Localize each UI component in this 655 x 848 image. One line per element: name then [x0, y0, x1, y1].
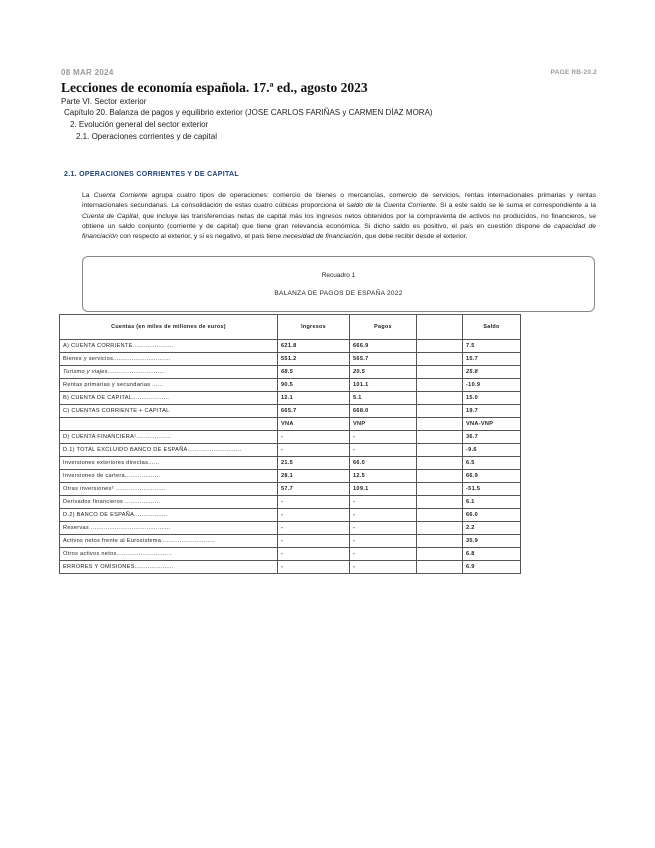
- column-header-ingresos: Ingresos: [278, 315, 350, 340]
- cell-extra: [417, 535, 463, 548]
- paragraph-emphasis: capacidad de financiación: [82, 222, 597, 241]
- cell-ingresos: -: [278, 548, 350, 561]
- paragraph-text: , que debe recibir desde el exterior.: [361, 233, 468, 241]
- cell-pagos: -: [350, 535, 417, 548]
- cell-saldo: 6.5: [463, 457, 521, 470]
- table-row: [60, 392, 521, 405]
- cell-extra: [417, 379, 463, 392]
- cell-saldo: 7.5: [463, 340, 521, 353]
- cell-ingresos: -: [278, 522, 350, 535]
- cell-pagos: -: [350, 431, 417, 444]
- cell-saldo: 15.7: [463, 353, 521, 366]
- table-row: [60, 431, 521, 444]
- document-title: Lecciones de economía española. 17.ª ed., agosto 2023: [61, 80, 368, 95]
- cell-ingresos: -: [278, 509, 350, 522]
- breadcrumb-subsection[interactable]: 2.1. Operaciones corrientes y de capital: [76, 132, 217, 141]
- cell-saldo: 6.1: [463, 496, 521, 509]
- cell-ingresos: -: [278, 535, 350, 548]
- row-label: Activos netos frente al Eurosistema.............................: [60, 535, 278, 548]
- cell-saldo: 2.2: [463, 522, 521, 535]
- cell-extra: [417, 483, 463, 496]
- row-label: Reservas ...........................................: [60, 522, 278, 535]
- cell-ingresos: -: [278, 561, 350, 574]
- cell-pagos: -: [350, 509, 417, 522]
- table-row: [60, 457, 521, 470]
- cell-ingresos: 57.7: [278, 483, 350, 496]
- recuadro-title: Recuadro 1: [321, 272, 356, 279]
- cell-pagos: -: [350, 496, 417, 509]
- cell-saldo: 6.8: [463, 548, 521, 561]
- row-label: ERRORES Y OMISIONES.....................: [60, 561, 278, 574]
- row-label: Bienes y servicios...............................: [60, 353, 278, 366]
- table-row: [60, 561, 521, 574]
- row-label: Inversiones exteriores directas......: [60, 457, 278, 470]
- table-header-row: [60, 315, 521, 340]
- paragraph-text: agrupa cuatro tipos de operaciones: comercio de bienes o mercancías, comercio de servicios, rentas internacionales primarias y rentas internacionales secundarias. La consolidación de estas cuatro cúbicas proporciona el: [82, 192, 597, 210]
- cell-pagos: -: [350, 548, 417, 561]
- cell-pagos: 565.7: [350, 353, 417, 366]
- row-label: Turismo y viajes...............................: [60, 366, 278, 379]
- table-row: [60, 405, 521, 418]
- paragraph-text: , que incluye las transferencias netas de capital más los ingresos netos obtenidos por la compraventa de activos no producidos, no financieros, se obtiene un saldo conjunto (corriente y de capital) que tiene gran relevancia económica. Si dicho saldo es positivo, el país en cuestión dispone de: [82, 212, 596, 230]
- cell-pagos: -: [350, 561, 417, 574]
- cell-extra: [417, 457, 463, 470]
- balance-table: [59, 314, 521, 574]
- cell-ingresos: 21.5: [278, 457, 350, 470]
- cell-extra: [417, 444, 463, 457]
- cell-pagos: 109.1: [350, 483, 417, 496]
- row-label: C) CUENTAS CORRIENTE + CAPITAL: [60, 405, 278, 418]
- table-row: [60, 444, 521, 457]
- cell-extra: [417, 470, 463, 483]
- row-label: A) CUENTA CORRIENTE......................: [60, 340, 278, 353]
- row-label: D.2) BANCO DE ESPAÑA..................: [60, 509, 278, 522]
- column-header-saldo: Saldo: [463, 315, 521, 340]
- recuadro-box: [82, 256, 595, 312]
- row-label: Inversiones de cartera...................: [60, 470, 278, 483]
- table-row: [60, 470, 521, 483]
- breadcrumb-part[interactable]: Parte VI. Sector exterior: [61, 97, 147, 106]
- cell-saldo: -51.5: [463, 483, 521, 496]
- row-label: D.1) TOTAL EXCLUIDO BANCO DE ESPAÑA.............................: [60, 444, 278, 457]
- cell-saldo: 35.9: [463, 535, 521, 548]
- paragraph-text: . Si a este saldo se le suma el correspondiente a la: [435, 202, 596, 210]
- cell-ingresos: 621.8: [278, 340, 350, 353]
- paragraph-text: La: [82, 192, 94, 199]
- table-row: [60, 535, 521, 548]
- cell-saldo: VNA-VNP: [463, 418, 521, 431]
- cell-ingresos: 551.2: [278, 353, 350, 366]
- row-label: [60, 418, 278, 431]
- cell-saldo: 25.8: [463, 366, 521, 379]
- column-header-pagos: Pagos: [350, 315, 417, 340]
- paragraph-emphasis: saldo de la Cuenta Corriente: [346, 202, 436, 210]
- cell-extra: [417, 353, 463, 366]
- table-row: [60, 418, 521, 431]
- cell-ingresos: -: [278, 431, 350, 444]
- paragraph-emphasis: Cuenta de Capital: [82, 212, 139, 220]
- row-label: Otros activos netos..............................: [60, 548, 278, 561]
- paragraph-emphasis: Cuenta Corriente: [93, 192, 148, 199]
- cell-extra: [417, 366, 463, 379]
- table-row: [60, 548, 521, 561]
- cell-saldo: -10.9: [463, 379, 521, 392]
- cell-pagos: 5.1: [350, 392, 417, 405]
- cell-saldo: 15.0: [463, 392, 521, 405]
- cell-pagos: VNP: [350, 418, 417, 431]
- cell-pagos: -: [350, 522, 417, 535]
- cell-pagos: 66.0: [350, 457, 417, 470]
- table-row: [60, 496, 521, 509]
- cell-extra: [417, 340, 463, 353]
- cell-ingresos: 28.1: [278, 470, 350, 483]
- body-paragraph: [82, 191, 596, 242]
- row-label: B) CUENTA DE CAPITAL....................: [60, 392, 278, 405]
- cell-ingresos: 12.1: [278, 392, 350, 405]
- cell-ingresos: 665.7: [278, 405, 350, 418]
- column-header-cuentas: Cuentas (en miles de millones de euros): [60, 315, 278, 340]
- cell-ingresos: 90.5: [278, 379, 350, 392]
- cell-ingresos: 68.5: [278, 366, 350, 379]
- cell-saldo: 36.7: [463, 431, 521, 444]
- table-row: [60, 509, 521, 522]
- table-row: [60, 483, 521, 496]
- cell-extra: [417, 392, 463, 405]
- cell-extra: [417, 405, 463, 418]
- paragraph-emphasis: necesidad de financiación: [283, 233, 362, 241]
- cell-ingresos: VNA: [278, 418, 350, 431]
- cell-ingresos: -: [278, 444, 350, 457]
- cell-saldo: 6.9: [463, 561, 521, 574]
- table-row: [60, 379, 521, 392]
- breadcrumb-section[interactable]: 2. Evolución general del sector exterior: [70, 120, 209, 129]
- table-row: [60, 522, 521, 535]
- table-row: [60, 340, 521, 353]
- cell-extra: [417, 418, 463, 431]
- cell-pagos: 12.5: [350, 470, 417, 483]
- breadcrumb-chapter[interactable]: Capítulo 20. Balanza de pagos y equilibrio exterior (JOSE CARLOS FARIÑAS y CARMEN DÍAZ MORA): [64, 108, 433, 117]
- table-row: [60, 353, 521, 366]
- cell-extra: [417, 561, 463, 574]
- cell-pagos: 668.0: [350, 405, 417, 418]
- cell-pagos: 666.9: [350, 340, 417, 353]
- recuadro-subtitle: BALANZA DE PAGOS DE ESPAÑA 2022: [274, 290, 403, 297]
- row-label: Rentas primarias y secundarias ......: [60, 379, 278, 392]
- section-heading: 2.1. OPERACIONES CORRIENTES Y DE CAPITAL: [64, 171, 239, 178]
- cell-saldo: -9.6: [463, 444, 521, 457]
- paragraph-text: con respecto al exterior, y si es negativo, el país tiene: [117, 233, 284, 241]
- column-header-blank: [417, 315, 463, 340]
- header-page-id: PAGE RB-20.2: [550, 69, 597, 76]
- header-date: 08 MAR 2024: [61, 68, 114, 77]
- row-label: Derivados financieros ...................: [60, 496, 278, 509]
- row-label: D) CUENTA FINANCIERA¹...................: [60, 431, 278, 444]
- cell-extra: [417, 509, 463, 522]
- cell-extra: [417, 496, 463, 509]
- cell-ingresos: -: [278, 496, 350, 509]
- cell-saldo: 19.7: [463, 405, 521, 418]
- cell-pagos: 101.1: [350, 379, 417, 392]
- cell-extra: [417, 431, 463, 444]
- cell-saldo: 66.9: [463, 470, 521, 483]
- cell-extra: [417, 548, 463, 561]
- row-label: Otras inversiones² ...........................: [60, 483, 278, 496]
- table-row: [60, 366, 521, 379]
- cell-extra: [417, 522, 463, 535]
- cell-saldo: 66.0: [463, 509, 521, 522]
- cell-pagos: 20.5: [350, 366, 417, 379]
- cell-pagos: -: [350, 444, 417, 457]
